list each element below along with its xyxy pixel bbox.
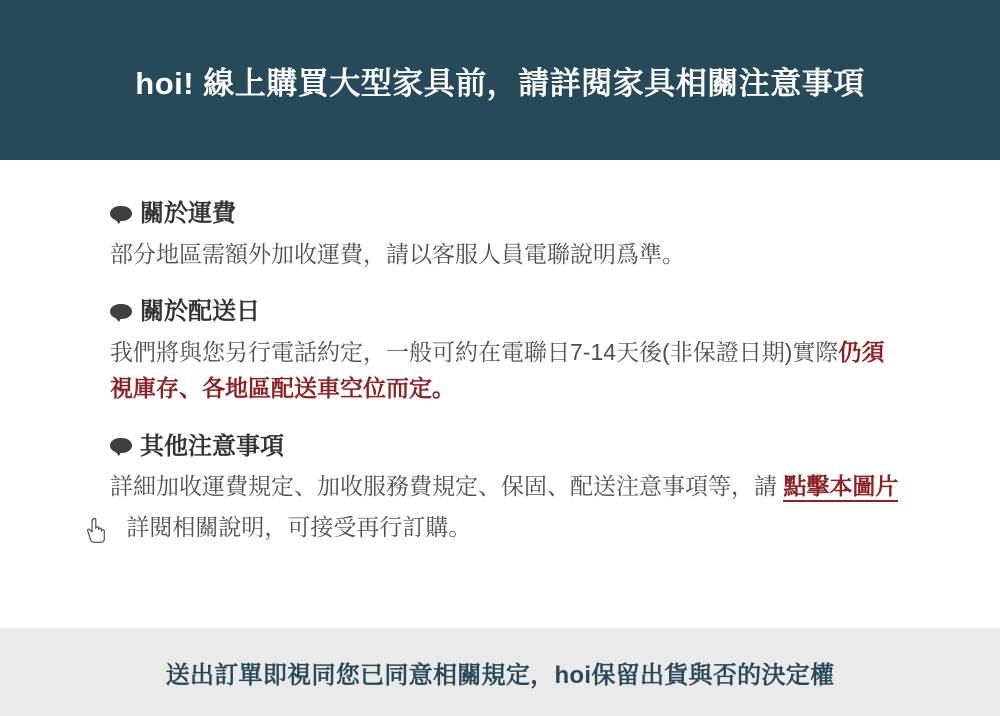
section-title: 其他注意事項 xyxy=(140,432,284,460)
notice-content xyxy=(0,160,1000,628)
click-image-link[interactable]: 點擊本圖片 xyxy=(783,473,898,502)
section-heading xyxy=(110,433,1000,462)
section-heading xyxy=(110,298,1000,327)
footer-text: 送出訂單即視同您已同意相關規定，hoi保留出貨與否的決定權 xyxy=(165,661,835,689)
section-body xyxy=(110,335,900,406)
section-body-text: 詳細加收運費規定、加收服務費規定、保固、配送注意事項等，請 xyxy=(110,473,784,500)
speech-bubble-icon xyxy=(110,206,132,223)
page-footer xyxy=(0,628,1000,716)
speech-bubble-icon xyxy=(110,438,132,455)
section-body-text: 我們將與您另行電話約定，一般可約在電聯日7-14天後(非保證日期)實際 xyxy=(110,339,839,366)
section-heading xyxy=(110,200,1000,229)
section-title: 關於配送日 xyxy=(140,298,260,326)
section-body xyxy=(110,237,900,273)
section-body-text-tail: 詳閱相關說明，可接受再行訂購。 xyxy=(120,513,472,540)
section-title: 關於運費 xyxy=(140,200,236,227)
section-other-notes xyxy=(110,433,1000,546)
section-shipping-fee xyxy=(110,200,1000,298)
pointer-hand-icon xyxy=(84,517,114,547)
page-title: hoi! 線上購買大型家具前，請詳閱家具相關注意事項 xyxy=(135,65,865,101)
section-delivery-date xyxy=(110,298,1000,432)
page-header xyxy=(0,0,1000,160)
section-body-highlight: 仍須視庫存、各地區配送車空位而定。 xyxy=(110,339,885,401)
section-body-text: 部分地區需額外加收運費，請以客服人員電聯說明爲準。 xyxy=(110,240,685,267)
speech-bubble-icon xyxy=(110,304,132,321)
section-body xyxy=(110,469,900,545)
